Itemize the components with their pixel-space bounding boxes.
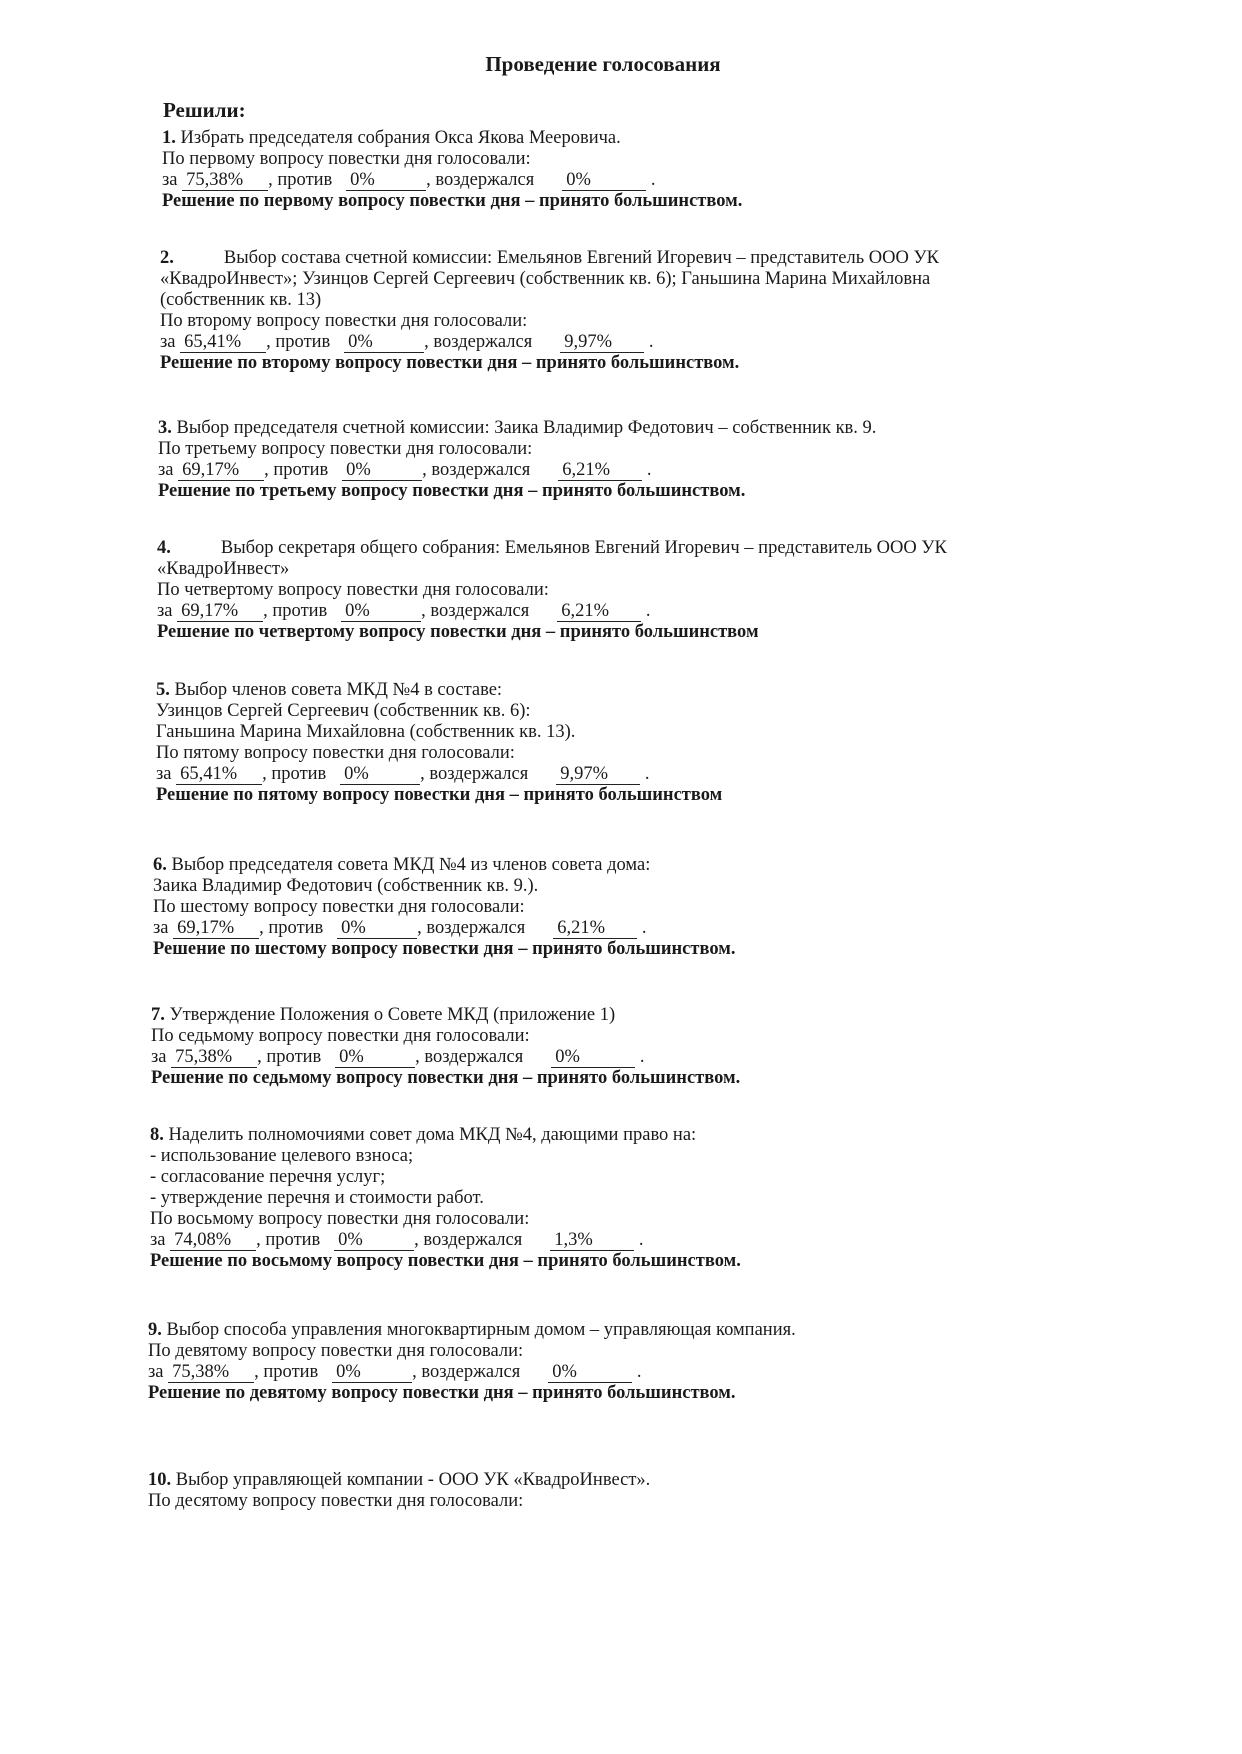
item-text: Выбор председателя совета МКД №4 из членов совета дома: xyxy=(171,855,651,875)
abstain-value: 6,21% xyxy=(558,461,642,481)
against-value: 0% xyxy=(346,171,426,191)
document-title: Проведение голосования xyxy=(485,52,721,76)
abstain-label: , воздержался xyxy=(414,1230,523,1250)
item-text-line xyxy=(150,1167,1040,1188)
end-period: . xyxy=(639,1047,645,1067)
item-text-line xyxy=(160,248,1050,269)
item-text: Выбор членов совета МКД №4 в составе: xyxy=(174,680,503,700)
item-text-line xyxy=(156,701,1046,722)
for-label: за xyxy=(148,1362,164,1382)
agenda-item xyxy=(162,128,1052,212)
decision-line: Решение по пятому вопросу повестки дня – принято большинством xyxy=(156,785,723,805)
item-number: 7. xyxy=(151,1005,165,1025)
for-value: 65,41% xyxy=(176,765,262,785)
agenda-item xyxy=(157,538,1047,643)
item-text-line xyxy=(153,876,1043,897)
vote-results xyxy=(157,601,1047,622)
end-period: . xyxy=(650,170,656,190)
item-number: 5. xyxy=(156,680,170,700)
item-text-line xyxy=(153,855,1043,876)
for-label: за xyxy=(157,601,173,621)
voted-line: По девятому вопросу повестки дня голосовали: xyxy=(148,1341,524,1361)
decision-line: Решение по второму вопросу повестки дня – принято большинством. xyxy=(160,353,740,373)
against-label: , против xyxy=(256,1230,321,1250)
item-number: 10. xyxy=(148,1470,172,1490)
abstain-label: , воздержался xyxy=(422,460,531,480)
vote-results xyxy=(151,1047,1041,1068)
item-text: Узинцов Сергей Сергеевич (собственник кв. 6): xyxy=(156,701,531,721)
end-period: . xyxy=(644,764,650,784)
end-period: . xyxy=(648,332,654,352)
item-text-line xyxy=(160,290,1050,311)
item-number: 3. xyxy=(158,418,172,438)
against-label: , против xyxy=(268,170,333,190)
item-text-line xyxy=(156,722,1046,743)
resolved-heading: Решили: xyxy=(163,98,246,122)
for-label: за xyxy=(153,918,169,938)
end-period: . xyxy=(638,1230,644,1250)
voted-line: По первому вопросу повестки дня голосовали: xyxy=(162,149,531,169)
vote-results xyxy=(162,170,1052,191)
item-text: (собственник кв. 13) xyxy=(160,290,322,310)
for-value: 75,38% xyxy=(182,171,268,191)
decision-line: Решение по девятому вопросу повестки дня – принято большинством. xyxy=(148,1383,736,1403)
item-text: Наделить полномочиями совет дома МКД №4, дающими право на: xyxy=(168,1125,697,1145)
item-text-line xyxy=(151,1005,1041,1026)
item-text: «КвадроИнвест» xyxy=(157,559,290,579)
abstain-value: 0% xyxy=(548,1363,632,1383)
item-text-line xyxy=(150,1188,1040,1209)
item-text-line xyxy=(158,418,1048,439)
item-text: Выбор председателя счетной комиссии: Заика Владимир Федотович – собственник кв. 9. xyxy=(176,418,877,438)
decision-line: Решение по восьмому вопросу повестки дня – принято большинством. xyxy=(150,1251,741,1271)
item-text: Выбор способа управления многоквартирным домом – управляющая компания. xyxy=(166,1320,796,1340)
decision-line: Решение по третьему вопросу повестки дня – принято большинством. xyxy=(158,481,746,501)
abstain-label: , воздержался xyxy=(415,1047,524,1067)
for-value: 69,17% xyxy=(173,919,259,939)
item-text: Заика Владимир Федотович (собственник кв. 9.). xyxy=(153,876,539,896)
vote-results xyxy=(153,918,1043,939)
for-value: 69,17% xyxy=(178,461,264,481)
item-text-line xyxy=(148,1320,1038,1341)
for-label: за xyxy=(158,460,174,480)
decision-line: Решение по седьмому вопросу повестки дня – принято большинством. xyxy=(151,1068,741,1088)
abstain-value: 9,97% xyxy=(556,765,640,785)
against-value: 0% xyxy=(337,919,417,939)
abstain-value: 0% xyxy=(551,1048,635,1068)
item-number: 4. xyxy=(157,538,171,558)
end-period: . xyxy=(636,1362,642,1382)
end-period: . xyxy=(641,918,647,938)
decision-line: Решение по четвертому вопросу повестки дня – принято большинством xyxy=(157,622,759,642)
item-text-line xyxy=(162,128,1052,149)
agenda-item xyxy=(160,248,1050,374)
abstain-label: , воздержался xyxy=(417,918,526,938)
against-label: , против xyxy=(263,601,328,621)
abstain-value: 6,21% xyxy=(553,919,637,939)
for-value: 69,17% xyxy=(177,602,263,622)
abstain-label: , воздержался xyxy=(420,764,529,784)
item-text: Утверждение Положения о Совете МКД (приложение 1) xyxy=(169,1005,616,1025)
abstain-label: , воздержался xyxy=(426,170,535,190)
abstain-value: 0% xyxy=(562,171,646,191)
item-text: «КвадроИнвест»; Узинцов Сергей Сергеевич (собственник кв. 6); Ганьшина Марина Михайловна xyxy=(160,269,931,289)
vote-results xyxy=(158,460,1048,481)
item-text-line xyxy=(157,538,1047,559)
voted-line: По четвертому вопросу повестки дня голосовали: xyxy=(157,580,549,600)
for-label: за xyxy=(162,170,178,190)
abstain-value: 1,3% xyxy=(550,1231,634,1251)
against-label: , против xyxy=(266,332,331,352)
item-text: Ганьшина Марина Михайловна (собственник кв. 13). xyxy=(156,722,576,742)
against-value: 0% xyxy=(342,461,422,481)
agenda-item xyxy=(156,680,1046,806)
for-label: за xyxy=(150,1230,166,1250)
item-text: Выбор секретаря общего собрания: Емельянов Евгений Игоревич – представитель ООО УК xyxy=(220,538,947,558)
item-text: Выбор состава счетной комиссии: Емельянов Евгений Игоревич – представитель ООО УК xyxy=(223,248,939,268)
item-text-line xyxy=(156,680,1046,701)
against-label: , против xyxy=(257,1047,322,1067)
voted-line: По пятому вопросу повестки дня голосовали: xyxy=(156,743,515,763)
item-number: 2. xyxy=(160,248,174,268)
against-value: 0% xyxy=(344,333,424,353)
item-text: Выбор управляющей компании - ООО УК «КвадроИнвест». xyxy=(175,1470,651,1490)
abstain-label: , воздержался xyxy=(421,601,530,621)
for-label: за xyxy=(160,332,176,352)
for-value: 75,38% xyxy=(168,1363,254,1383)
item-number: 6. xyxy=(153,855,167,875)
item-number: 9. xyxy=(148,1320,162,1340)
for-label: за xyxy=(151,1047,167,1067)
decision-line: Решение по первому вопросу повестки дня – принято большинством. xyxy=(162,191,743,211)
item-text-line xyxy=(157,559,1047,580)
abstain-label: , воздержался xyxy=(412,1362,521,1382)
voted-line: По восьмому вопросу повестки дня голосовали: xyxy=(150,1209,530,1229)
item-text: - согласование перечня услуг; xyxy=(150,1167,386,1187)
for-value: 74,08% xyxy=(170,1231,256,1251)
item-number: 1. xyxy=(162,128,176,148)
against-value: 0% xyxy=(341,602,421,622)
vote-results xyxy=(148,1362,1038,1383)
item-text: Избрать председателя собрания Окса Якова Мееровича. xyxy=(180,128,621,148)
against-value: 0% xyxy=(340,765,420,785)
agenda-item xyxy=(153,855,1043,960)
abstain-value: 6,21% xyxy=(557,602,641,622)
abstain-value: 9,97% xyxy=(560,333,644,353)
item-text-line xyxy=(150,1146,1040,1167)
voted-line: По третьему вопросу повестки дня голосовали: xyxy=(158,439,533,459)
item-number: 8. xyxy=(150,1125,164,1145)
voted-line: По шестому вопросу повестки дня голосовали: xyxy=(153,897,525,917)
against-label: , против xyxy=(254,1362,319,1382)
item-text: - использование целевого взноса; xyxy=(150,1146,414,1166)
against-label: , против xyxy=(259,918,324,938)
voted-line: По седьмому вопросу повестки дня голосовали: xyxy=(151,1026,530,1046)
against-label: , против xyxy=(262,764,327,784)
agenda-item xyxy=(148,1470,1038,1512)
against-value: 0% xyxy=(334,1231,414,1251)
voted-line: По второму вопросу повестки дня голосовали: xyxy=(160,311,528,331)
for-value: 65,41% xyxy=(180,333,266,353)
decision-line: Решение по шестому вопросу повестки дня – принято большинством. xyxy=(153,939,736,959)
for-label: за xyxy=(156,764,172,784)
agenda-item xyxy=(151,1005,1041,1089)
vote-results xyxy=(150,1230,1040,1251)
against-label: , против xyxy=(264,460,329,480)
end-period: . xyxy=(645,601,651,621)
vote-results xyxy=(156,764,1046,785)
end-period: . xyxy=(646,460,652,480)
agenda-item xyxy=(158,418,1048,502)
against-value: 0% xyxy=(332,1363,412,1383)
agenda-item xyxy=(150,1125,1040,1272)
vote-results xyxy=(160,332,1050,353)
item-text-line xyxy=(150,1125,1040,1146)
item-text-line xyxy=(160,269,1050,290)
abstain-label: , воздержался xyxy=(424,332,533,352)
agenda-item xyxy=(148,1320,1038,1404)
for-value: 75,38% xyxy=(171,1048,257,1068)
item-text: - утверждение перечня и стоимости работ. xyxy=(150,1188,484,1208)
voted-line: По десятому вопросу повестки дня голосовали: xyxy=(148,1491,524,1511)
item-text-line xyxy=(148,1470,1038,1491)
against-value: 0% xyxy=(335,1048,415,1068)
